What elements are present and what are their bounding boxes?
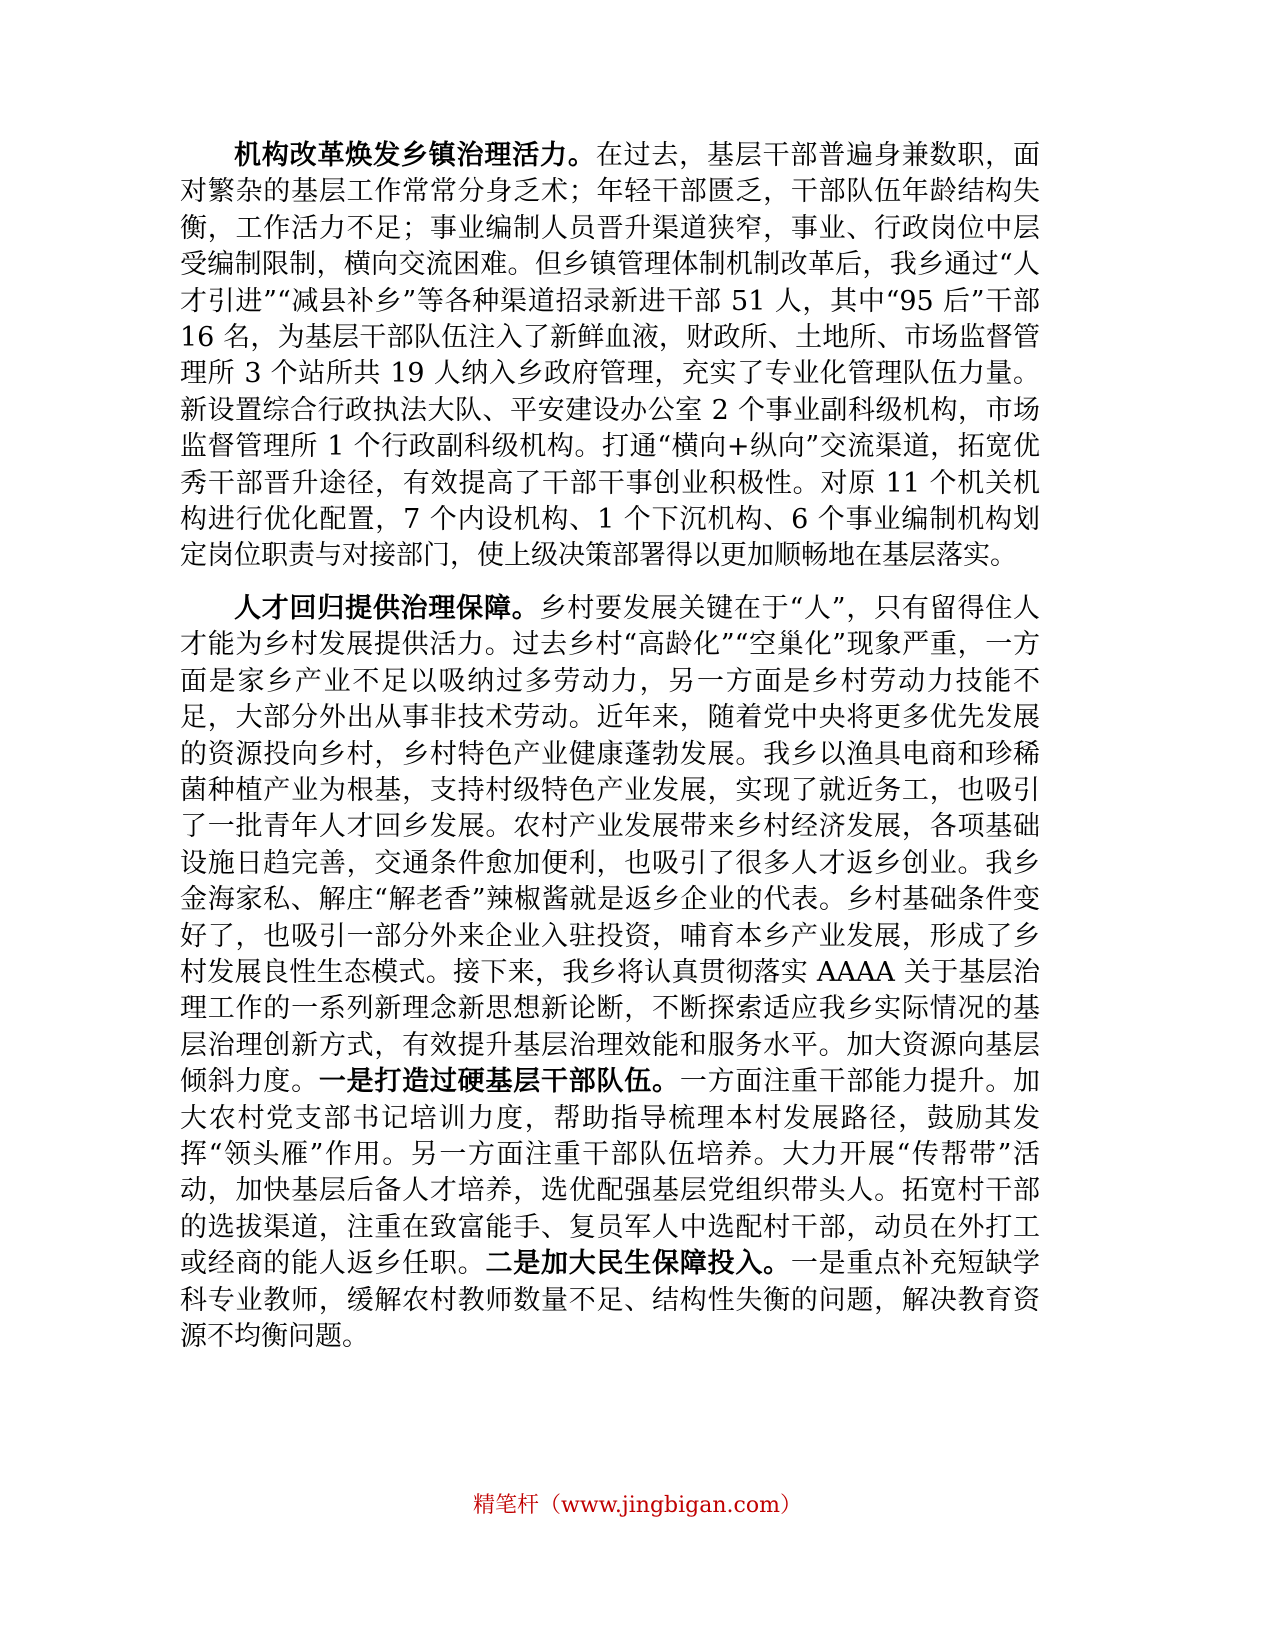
inline-heading-livelihood: 二是加大民生保障投入。 — [485, 1248, 791, 1280]
paragraph-text: 乡村要发展关键在于“人”，只有留得住人才能为乡村发展提供活力。过去乡村“高龄化”“空巢化”现象严重，一方面是家乡产业不足以吸纳过多劳动力，另一方面是乡村劳动力技能不足，大部分外出从事非技术劳动。近年来，随着党中央将更多优先发展的资源投向乡村，乡村特色产业健康蓬勃发展。我乡以渔具电商和珍稀菌种植产业为根基，支持村级特色产业发展，实现了就近务工，也吸引了一批青年人才回乡发展。农村产业发展带来乡村经济发展，各项基础设施日趋完善，交通条件愈加便利，也吸引了很多人才返乡创业。我乡金海家私、解庄“解老香”辣椒酱就是返乡企业的代表。乡村基础条件变好了，也吸引一部分外来企业入驻投资，哺育本乡产业发展，形成了乡村发展良性生态模式。接下来，我乡将认真贯彻落实 AAAA 关于基层治理工作的一系列新理念新思想新论断，不断探索适应我乡实际情况的基层治理创新方式，有效提升基层治理效能和服务水平。加大资源向基层倾斜力度。 — [180, 592, 1041, 1098]
paragraph-heading: 人才回归提供治理保障。 — [234, 592, 540, 624]
inline-heading-cadre-team: 一是打造过硬基层干部队伍。 — [318, 1066, 680, 1098]
footer-watermark: 精笔杆（www.jingbigan.com） — [473, 1493, 802, 1518]
paragraph-text: 在过去，基层干部普遍身兼数职，面对繁杂的基层工作常常分身乏术；年轻干部匮乏，干部队伍年龄结构失衡，工作活力不足；事业编制人员晋升渠道狭窄，事业、行政岗位中层受编制限制，横向交流困难。但乡镇管理体制机制改革后，我乡通过“人才引进”“减县补乡”等各种渠道招录新进干部 51 人，其中“95 后”干部 16 名，为基层干部队伍注入了新鲜血液，财政所、土地所、市场监督管理所 3 个站所共 19 人纳入乡政府管理，充实了专业化管理队伍力量。新设置综合行政执法大队、平安建设办公室 2 个事业副科级机构，市场监督管理所 1 个行政副科级机构。打通“横向+纵向”交流渠道，拓宽优秀干部晋升途径，有效提高了干部干事创业积极性。对原 11 个机关机构进行优化配置，7 个内设机构、1 个下沉机构、6 个事业编制机构划定岗位职责与对接部门，使上级决策部署得以更加顺畅地在基层落实。 — [180, 140, 1041, 572]
paragraph-heading: 机构改革焕发乡镇治理活力。 — [234, 140, 596, 171]
paragraph-text: 一方面注重干部能力提升。加大农村党支部书记培训力度，帮助指导梳理本村发展路径，鼓励其发挥“领头雁”作用。另一方面注重干部队伍培养。大力开展“传帮带”活动，加快基层后备人才培养，选优配强基层党组织带头人。拓宽村干部的选拔渠道，注重在致富能手、复员军人中选配村干部，动员在外打工或经商的能人返乡任职。 — [180, 1066, 1041, 1280]
document-body — [180, 138, 1040, 1355]
paragraph-talent-return — [180, 591, 1040, 1356]
paragraph-institutional-reform — [180, 138, 1040, 575]
paragraph-text: 一是重点补充短缺学科专业教师，缓解农村教师数量不足、结构性失衡的问题，解决教育资源不均衡问题。 — [180, 1248, 1041, 1352]
